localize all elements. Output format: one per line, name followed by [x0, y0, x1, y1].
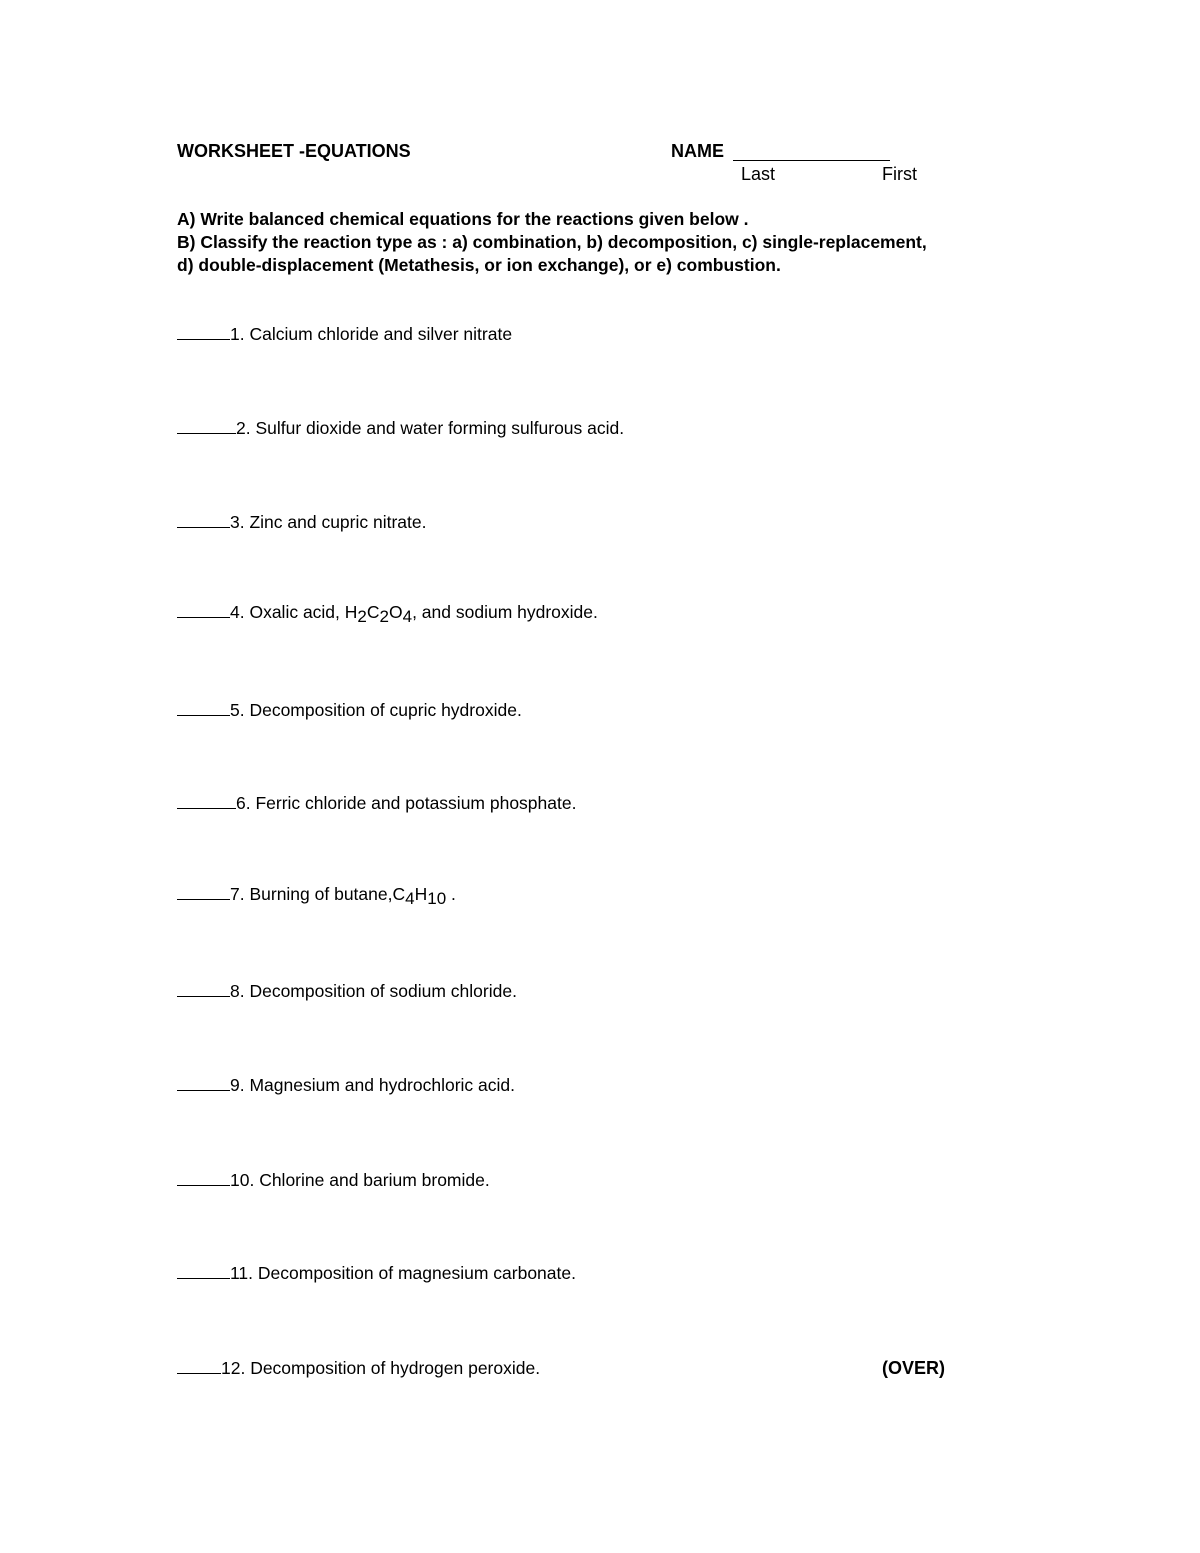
name-blank-line[interactable] — [733, 160, 890, 161]
question-5 — [177, 700, 522, 721]
answer-blank-8[interactable] — [177, 995, 230, 997]
subscript: 4 — [405, 889, 415, 908]
answer-blank-9[interactable] — [177, 1089, 230, 1091]
formula-part: H — [414, 884, 428, 904]
subscript: 2 — [357, 607, 367, 626]
question-1 — [177, 324, 512, 345]
answer-blank-1[interactable] — [177, 338, 230, 340]
answer-blank-6[interactable] — [177, 807, 236, 809]
subscript: 10 — [427, 889, 447, 908]
answer-blank-5[interactable] — [177, 714, 230, 716]
question-7 — [177, 884, 456, 908]
question-2 — [177, 418, 624, 439]
question-text: 9. Magnesium and hydrochloric acid. — [230, 1075, 516, 1095]
answer-blank-10[interactable] — [177, 1184, 230, 1186]
question-text-prefix: 4. Oxalic acid, H — [230, 602, 358, 622]
answer-blank-12[interactable] — [177, 1372, 221, 1374]
instruction-b-line-2: d) double-displacement (Metathesis, or ion exchange), or e) combustion. — [177, 255, 781, 275]
question-12 — [177, 1358, 540, 1379]
question-text: 8. Decomposition of sodium chloride. — [230, 981, 517, 1001]
name-label: NAME — [671, 141, 724, 161]
question-text: 1. Calcium chloride and silver nitrate — [230, 324, 513, 344]
question-11 — [177, 1263, 576, 1284]
answer-blank-4[interactable] — [177, 616, 230, 618]
question-text: 10. Chlorine and barium bromide. — [230, 1170, 490, 1190]
subscript: 4 — [402, 607, 413, 626]
question-3 — [177, 512, 426, 533]
formula-part: O — [388, 602, 403, 622]
answer-blank-3[interactable] — [177, 526, 230, 528]
last-name-label: Last — [741, 164, 776, 184]
question-text-prefix: 7. Burning of butane,C — [230, 884, 406, 904]
question-6 — [177, 793, 576, 814]
answer-blank-7[interactable] — [177, 898, 230, 900]
answer-blank-11[interactable] — [177, 1277, 230, 1279]
question-text-suffix: . — [446, 884, 456, 904]
question-text: 3. Zinc and cupric nitrate. — [230, 512, 427, 532]
answer-blank-2[interactable] — [177, 432, 236, 434]
formula-part: C — [366, 602, 380, 622]
instruction-b-line-1: B) Classify the reaction type as : a) combination, b) decomposition, c) single-replacement, — [177, 232, 927, 252]
instructions — [177, 208, 927, 277]
question-text: 11. Decomposition of magnesium carbonate. — [230, 1263, 576, 1283]
question-text: 6. Ferric chloride and potassium phosphate. — [236, 793, 577, 813]
over-label: (OVER) — [882, 1358, 945, 1378]
question-text-suffix: , and sodium hydroxide. — [412, 602, 598, 622]
question-4 — [177, 602, 598, 626]
subscript: 2 — [379, 607, 389, 626]
question-text: 5. Decomposition of cupric hydroxide. — [230, 700, 522, 720]
question-10 — [177, 1170, 490, 1191]
question-9 — [177, 1075, 515, 1096]
question-8 — [177, 981, 517, 1002]
instruction-a: A) Write balanced chemical equations for the reactions given below . — [177, 209, 749, 229]
first-name-label: First — [882, 164, 917, 184]
worksheet-title: WORKSHEET -EQUATIONS — [177, 141, 411, 161]
question-text: 2. Sulfur dioxide and water forming sulfurous acid. — [236, 418, 625, 438]
question-text: 12. Decomposition of hydrogen peroxide. — [221, 1358, 541, 1378]
